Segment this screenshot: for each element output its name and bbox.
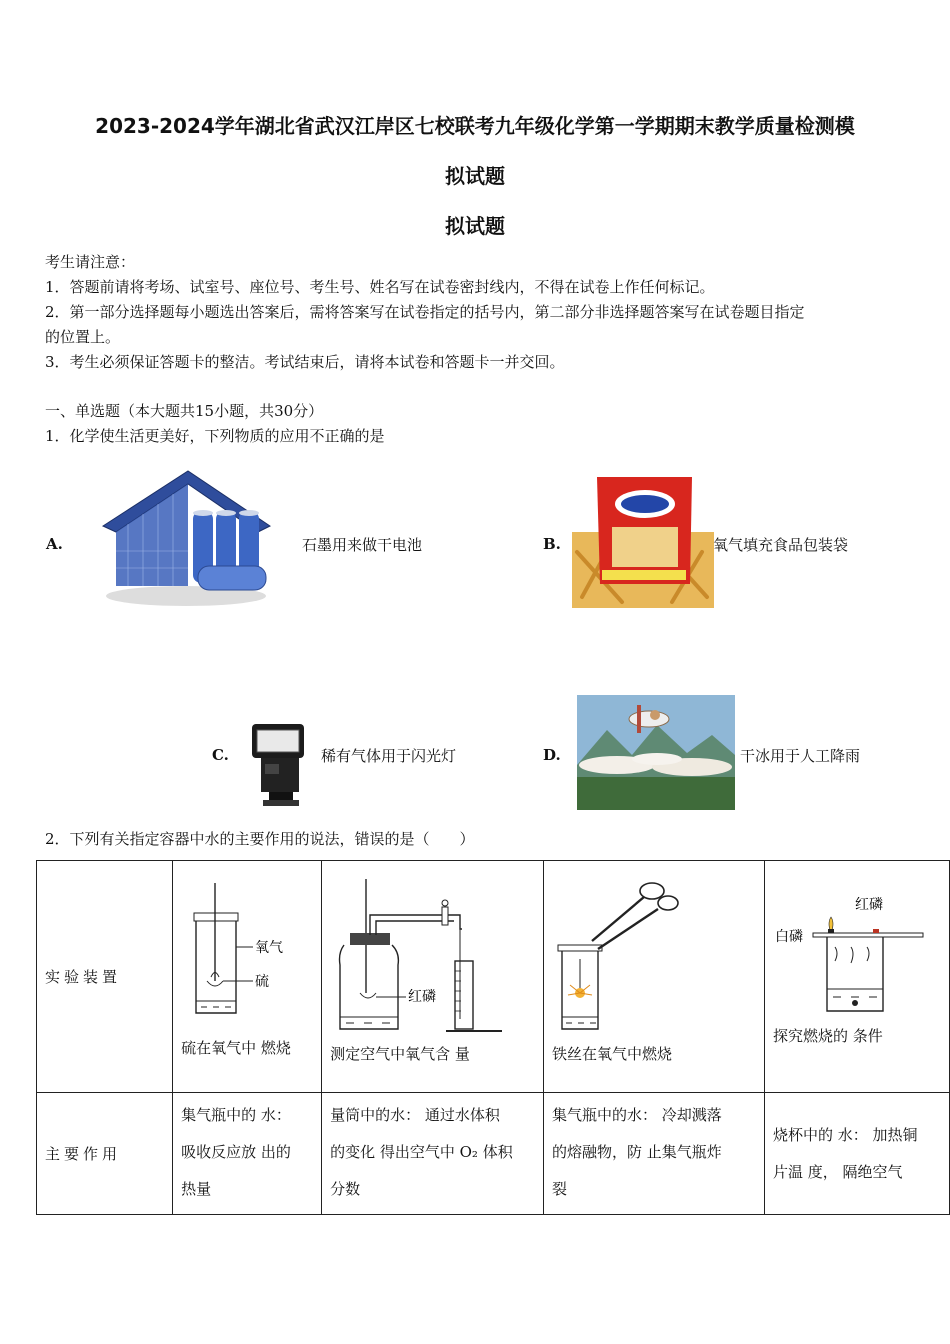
device-cell-combustion-conditions xyxy=(764,861,949,1093)
role-cell-oxygen-content: 量筒中的水： 通过水体积 的变化 得出空气中 O₂ 体积 分数 xyxy=(322,1093,544,1215)
notice-item-2-continued: 的位置上。 xyxy=(45,328,121,346)
label-white-phosphorus: 白磷 xyxy=(774,929,803,945)
sulfur-combustion-apparatus xyxy=(181,873,313,1033)
section-heading: 一、单选题（本大题共15小题，共30分） xyxy=(45,402,324,420)
option-a-letter: A. xyxy=(46,535,63,553)
option-c-letter: C. xyxy=(212,746,229,764)
oxygen-content-apparatus xyxy=(330,869,530,1039)
table-row-device xyxy=(37,861,950,1093)
device-cell-oxygen-content xyxy=(322,861,544,1093)
notice-heading: 考生请注意： xyxy=(45,253,136,271)
caption-sulfur: 硫在氧气中 燃烧 xyxy=(181,1039,291,1057)
caption-combustion-conditions: 探究燃烧的 条件 xyxy=(772,1027,883,1045)
page-title-continued: 拟试题 xyxy=(445,164,505,188)
label-red-phosphorus: 红磷 xyxy=(408,989,437,1005)
caption-oxygen-content: 测定空气中氧气含 量 xyxy=(330,1045,470,1063)
solar-house-battery-image xyxy=(98,466,273,608)
page-subtitle: 拟试题 xyxy=(445,214,505,238)
page-title: 2023-2024学年湖北省武汉江岸区七校联考九年级化学第一学期期末教学质量检测模 xyxy=(95,114,855,138)
role-cell-iron-wire: 集气瓶中的水： 冷却溅落 的熔融物，防 止集气瓶炸 裂 xyxy=(544,1093,765,1215)
option-a-text: 石墨用来做干电池 xyxy=(302,536,423,554)
caption-iron-wire: 铁丝在氧气中燃烧 xyxy=(552,1045,673,1063)
option-d-letter: D. xyxy=(543,746,561,764)
notice-item-2: 2．第一部分选择题每小题选出答案后，需将答案写在试卷指定的括号内，第二部分非选择题答案写在试卷题目指定 xyxy=(45,303,805,321)
option-c-text: 稀有气体用于闪光灯 xyxy=(321,747,457,765)
option-b-letter: B. xyxy=(543,535,561,553)
combustion-conditions-apparatus xyxy=(773,891,941,1021)
cloud-seeding-plane-image xyxy=(577,695,735,810)
snack-package-image xyxy=(572,472,714,608)
device-cell-iron-wire xyxy=(544,861,765,1093)
row-head-device: 实验装置 xyxy=(37,861,173,1093)
experiment-table xyxy=(36,860,950,1215)
iron-wire-combustion-apparatus xyxy=(552,869,752,1039)
option-b-text: 氧气填充食品包装袋 xyxy=(713,536,849,554)
question-1-stem: 1．化学使生活更美好，下列物质的应用不正确的是 xyxy=(45,427,385,445)
label-red-phosphorus-2: 红磷 xyxy=(854,897,883,913)
question-2-stem: 2．下列有关指定容器中水的主要作用的说法，错误的是（ ） xyxy=(45,830,475,848)
role-cell-combustion-conditions: 烧杯中的 水： 加热铜 片温 度， 隔绝空气 xyxy=(764,1093,949,1215)
camera-flash-image xyxy=(247,720,317,810)
notice-item-3: 3．考生必须保证答题卡的整洁。考试结束后，请将本试卷和答题卡一并交回。 xyxy=(45,353,565,371)
table-row-role xyxy=(37,1093,950,1215)
device-cell-sulfur xyxy=(173,861,322,1093)
row-head-role: 主要作用 xyxy=(37,1093,173,1215)
notice-item-1: 1．答题前请将考场、试室号、座位号、考生号、姓名写在试卷密封线内，不得在试卷上作任何标记。 xyxy=(45,278,715,296)
role-cell-sulfur: 集气瓶中的 水： 吸收反应放 出的 热量 xyxy=(173,1093,322,1215)
label-sulfur: 硫 xyxy=(255,974,270,990)
option-d-text: 干冰用于人工降雨 xyxy=(740,747,861,765)
label-oxygen: 氧气 xyxy=(255,940,284,956)
